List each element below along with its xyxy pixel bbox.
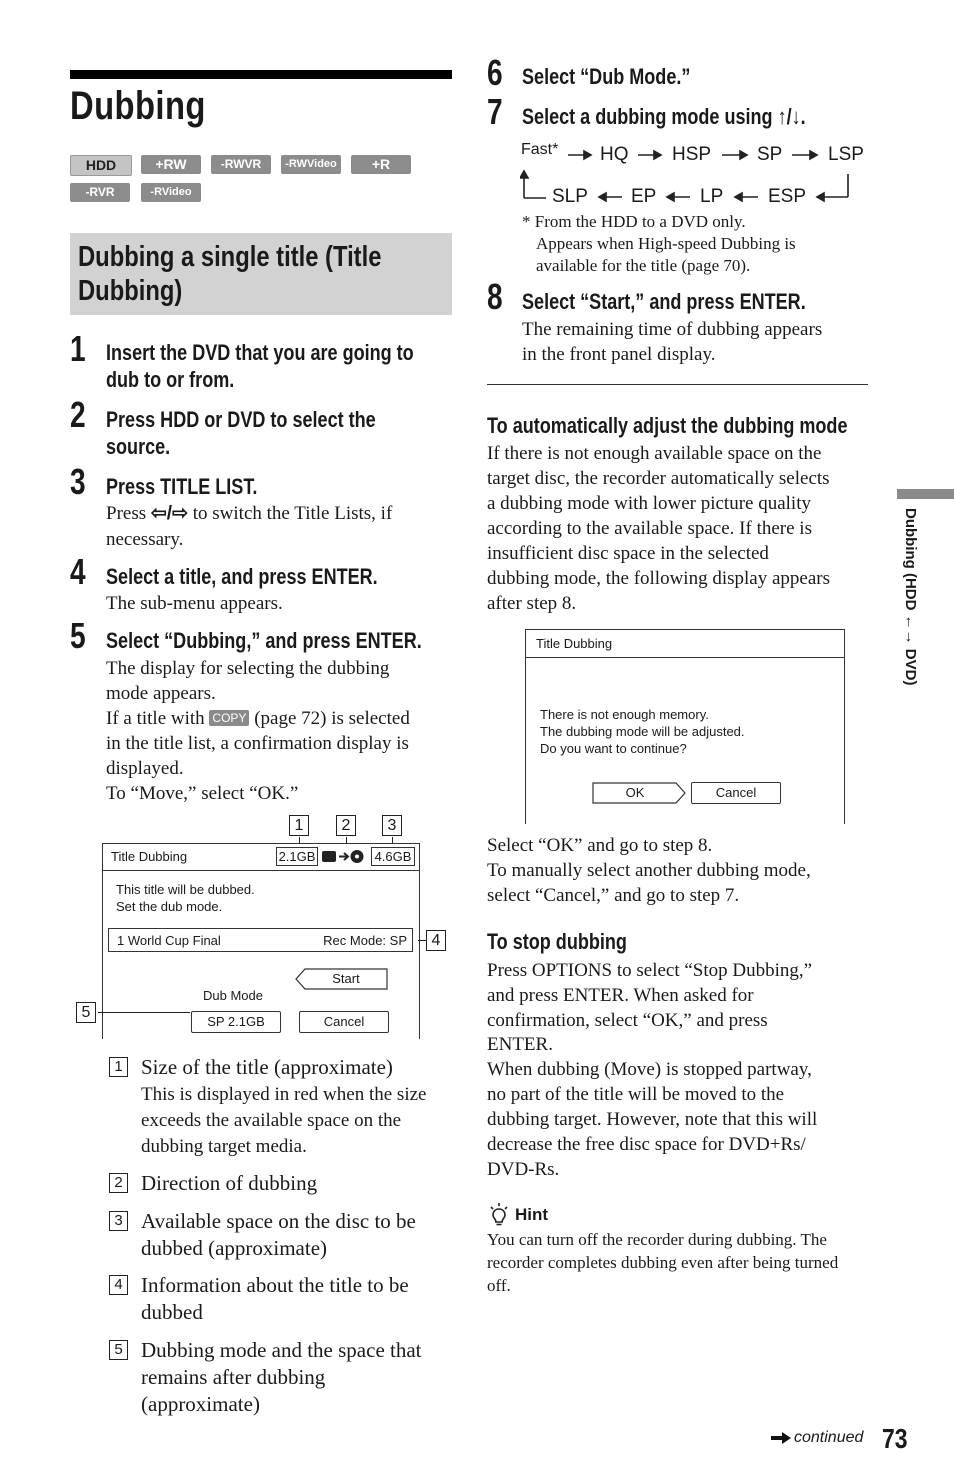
- badge-hdd: HDD: [70, 155, 132, 176]
- auto-adjust-line1: If there is not enough available space on the: [487, 443, 822, 464]
- hint-line1: You can turn off the recorder during dubbing. The: [487, 1230, 827, 1249]
- legend-text-1: Size of the title (approximate): [141, 1055, 393, 1079]
- legend-text-5-line3: (approximate): [141, 1392, 260, 1416]
- callout-5: 5: [76, 1002, 96, 1023]
- screen-title: Title Dubbing: [111, 849, 188, 864]
- step-7-number: 7: [487, 91, 503, 132]
- hint-label: Hint: [515, 1205, 549, 1224]
- title-dubbing-screen-figure: [70, 810, 460, 1040]
- hint-line3: off.: [487, 1276, 511, 1295]
- left-right-arrows-icon: ⇦/⇨: [150, 503, 188, 524]
- legend-subtext-1-line3: dubbing target media.: [141, 1136, 307, 1157]
- step-1-heading-line2: dub to or from.: [106, 367, 235, 392]
- badge-minus-r-vr: -RVR: [70, 183, 130, 202]
- mode-note-line2: Appears when High-speed Dubbing is: [536, 234, 796, 253]
- legend-text-4-line2: dubbed: [141, 1300, 203, 1324]
- after-screen-line2: To manually select another dubbing mode,: [487, 860, 811, 881]
- mode-note-line3: available for the title (page 70).: [536, 256, 751, 275]
- legend-number-5: 5: [109, 1340, 128, 1360]
- step-5-body-line5: displayed.: [106, 758, 184, 779]
- legend-text-2: Direction of dubbing: [141, 1171, 318, 1195]
- mode-hsp: HSP: [672, 144, 712, 165]
- legend-number-3: 3: [109, 1211, 128, 1231]
- dubbing-mode-cycle: [520, 138, 870, 210]
- legend-subtext-1-line1: This is displayed in red when the size: [141, 1084, 427, 1105]
- lightbulb-icon: [489, 1203, 509, 1227]
- step-3-body-line2: necessary.: [106, 529, 184, 550]
- step-5-number: 5: [70, 615, 86, 656]
- step-2-number: 2: [70, 394, 86, 435]
- title-size-field: 2.1GB: [276, 847, 318, 866]
- screen2-message-line2: The dubbing mode will be adjusted.: [540, 724, 745, 739]
- step-2-heading-line2: source.: [106, 434, 171, 459]
- dub-direction-icon: [321, 849, 369, 864]
- screen2-title: Title Dubbing: [536, 636, 613, 651]
- badge-minus-rw-video: -RWVideo: [281, 155, 341, 174]
- badge-minus-rw-vr: -RWVR: [211, 155, 271, 174]
- badge-minus-r-video: -RVideo: [141, 183, 201, 202]
- auto-adjust-line6: dubbing mode, the following display appears: [487, 568, 830, 589]
- legend-text-5-line1: Dubbing mode and the space that: [141, 1338, 422, 1362]
- step-1-number: 1: [70, 328, 86, 369]
- mode-lp: LP: [700, 186, 724, 207]
- cancel-button[interactable]: Cancel: [299, 1011, 389, 1033]
- stop-line9: DVD-Rs.: [487, 1159, 560, 1180]
- title-name: 1 World Cup Final: [117, 933, 221, 948]
- auto-adjust-line5: insufficient disc space in the selected: [487, 543, 769, 564]
- not-enough-memory-screen: [525, 629, 845, 824]
- title-info-row: [108, 928, 413, 952]
- step-1-heading-line1: Insert the DVD that you are going to: [106, 340, 414, 365]
- legend-text-3-line2: dubbed (approximate): [141, 1236, 328, 1260]
- stop-line2: and press ENTER. When asked for: [487, 985, 754, 1006]
- step-5-body-line1: The display for selecting the dubbing: [106, 658, 390, 679]
- step-6-heading: Select “Dub Mode.”: [522, 64, 691, 89]
- section-title: Dubbing a single title (Title Dubbing): [78, 241, 382, 307]
- legend-text-3-line1: Available space on the disc to be: [141, 1209, 416, 1233]
- stop-line7: dubbing target. However, note that this will: [487, 1109, 818, 1130]
- screen-message-line1: This title will be dubbed.: [116, 882, 255, 897]
- stop-line3: confirmation, select “OK,” and press: [487, 1010, 768, 1031]
- badge-plus-r: +R: [351, 155, 411, 174]
- step-8-heading: Select “Start,” and press ENTER.: [522, 289, 806, 314]
- mode-ep: EP: [631, 186, 657, 207]
- side-tab-label: Dubbing (HDD ←→ DVD): [902, 508, 919, 686]
- ok-button[interactable]: OK: [592, 782, 686, 804]
- screen2-cancel-button[interactable]: Cancel: [691, 782, 781, 804]
- mode-sp: SP: [757, 144, 783, 165]
- dub-mode-field[interactable]: SP 2.1GB: [191, 1011, 281, 1033]
- section-divider: [487, 384, 868, 385]
- mode-cycle-arrows-icon: [520, 138, 870, 210]
- header-rule: [70, 70, 452, 79]
- step-7-heading: Select a dubbing mode using ↑/↓.: [522, 104, 806, 129]
- mode-hq: HQ: [600, 144, 629, 165]
- mode-lsp: LSP: [828, 144, 864, 165]
- screen2-message-line1: There is not enough memory.: [540, 707, 709, 722]
- legend-number-1: 1: [109, 1057, 128, 1077]
- step-8-number: 8: [487, 276, 503, 317]
- auto-adjust-heading: To automatically adjust the dubbing mode: [487, 413, 848, 438]
- after-screen-line1: Select “OK” and go to step 8.: [487, 835, 713, 856]
- step-2-heading-line1: Press HDD or DVD to select the: [106, 407, 376, 432]
- mode-esp: ESP: [768, 186, 807, 207]
- callout-1: 1: [289, 815, 309, 836]
- available-space-field: 4.6GB: [371, 847, 415, 866]
- page-number: 73: [882, 1423, 908, 1454]
- step-4-body: The sub-menu appears.: [106, 593, 283, 614]
- legend-number-4: 4: [109, 1275, 128, 1295]
- start-button[interactable]: Start: [295, 968, 389, 988]
- badge-plus-rw: +RW: [141, 155, 201, 174]
- callout-2: 2: [336, 815, 356, 836]
- legend-text-4-line1: Information about the title to be: [141, 1273, 409, 1297]
- stop-line8: decrease the free disc space for DVD+Rs/: [487, 1134, 806, 1155]
- page-title: Dubbing: [70, 84, 206, 128]
- stop-line1: Press OPTIONS to select “Stop Dubbing,”: [487, 960, 813, 981]
- side-tab: [897, 508, 927, 728]
- continued-label: continued: [794, 1429, 864, 1446]
- stop-dubbing-heading: To stop dubbing: [487, 929, 627, 954]
- step-5-body-line6: To “Move,” select “OK.”: [106, 783, 299, 804]
- step-5-body-line2: mode appears.: [106, 683, 216, 704]
- step-3-number: 3: [70, 461, 86, 502]
- step-8-body-line2: in the front panel display.: [522, 344, 716, 365]
- callout-3: 3: [382, 815, 402, 836]
- stop-line6: no part of the title will be moved to the: [487, 1084, 785, 1105]
- auto-adjust-line2: target disc, the recorder automatically selects: [487, 468, 830, 489]
- continued-arrow-icon: [770, 1430, 792, 1446]
- auto-adjust-line4: according to the available space. If there is: [487, 518, 812, 539]
- stop-line4: ENTER.: [487, 1034, 553, 1055]
- hint-line2: recorder completes dubbing even after being turned: [487, 1253, 839, 1272]
- auto-adjust-line3: a dubbing mode with lower picture quality: [487, 493, 811, 514]
- mode-note-line1: * From the HDD to a DVD only.: [522, 212, 746, 231]
- step-3-heading: Press TITLE LIST.: [106, 474, 258, 499]
- title-dubbing-screen: [102, 843, 420, 1039]
- rec-mode: Rec Mode: SP: [323, 933, 407, 948]
- step-8-body-line1: The remaining time of dubbing appears: [522, 319, 823, 340]
- step-5-body-line4: in the title list, a confirmation display is: [106, 733, 409, 754]
- step-3-body-line1: Press ⇦/⇨ to switch the Title Lists, if: [106, 503, 393, 524]
- auto-adjust-line7: after step 8.: [487, 593, 577, 614]
- copy-icon: COPY: [209, 710, 249, 726]
- screen2-message-line3: Do you want to continue?: [540, 741, 687, 756]
- legend-subtext-1-line2: exceeds the available space on the: [141, 1110, 402, 1131]
- step-5-body-line3: If a title with COPY (page 72) is selected: [106, 708, 410, 729]
- mode-fast: Fast*: [521, 141, 559, 158]
- dub-mode-label: Dub Mode: [203, 988, 263, 1003]
- step-5-heading: Select “Dubbing,” and press ENTER.: [106, 628, 422, 653]
- side-tab-bar: [897, 489, 954, 499]
- screen-message-line2: Set the dub mode.: [116, 899, 223, 914]
- after-screen-line3: select “Cancel,” and go to step 7.: [487, 885, 740, 906]
- step-4-heading: Select a title, and press ENTER.: [106, 564, 378, 589]
- stop-line5: When dubbing (Move) is stopped partway,: [487, 1059, 812, 1080]
- step-6-number: 6: [487, 52, 503, 93]
- mode-slp: SLP: [552, 186, 588, 207]
- legend-number-2: 2: [109, 1173, 128, 1193]
- legend-text-5-line2: remains after dubbing: [141, 1365, 326, 1389]
- callout-4: 4: [426, 930, 446, 951]
- step-4-number: 4: [70, 551, 86, 592]
